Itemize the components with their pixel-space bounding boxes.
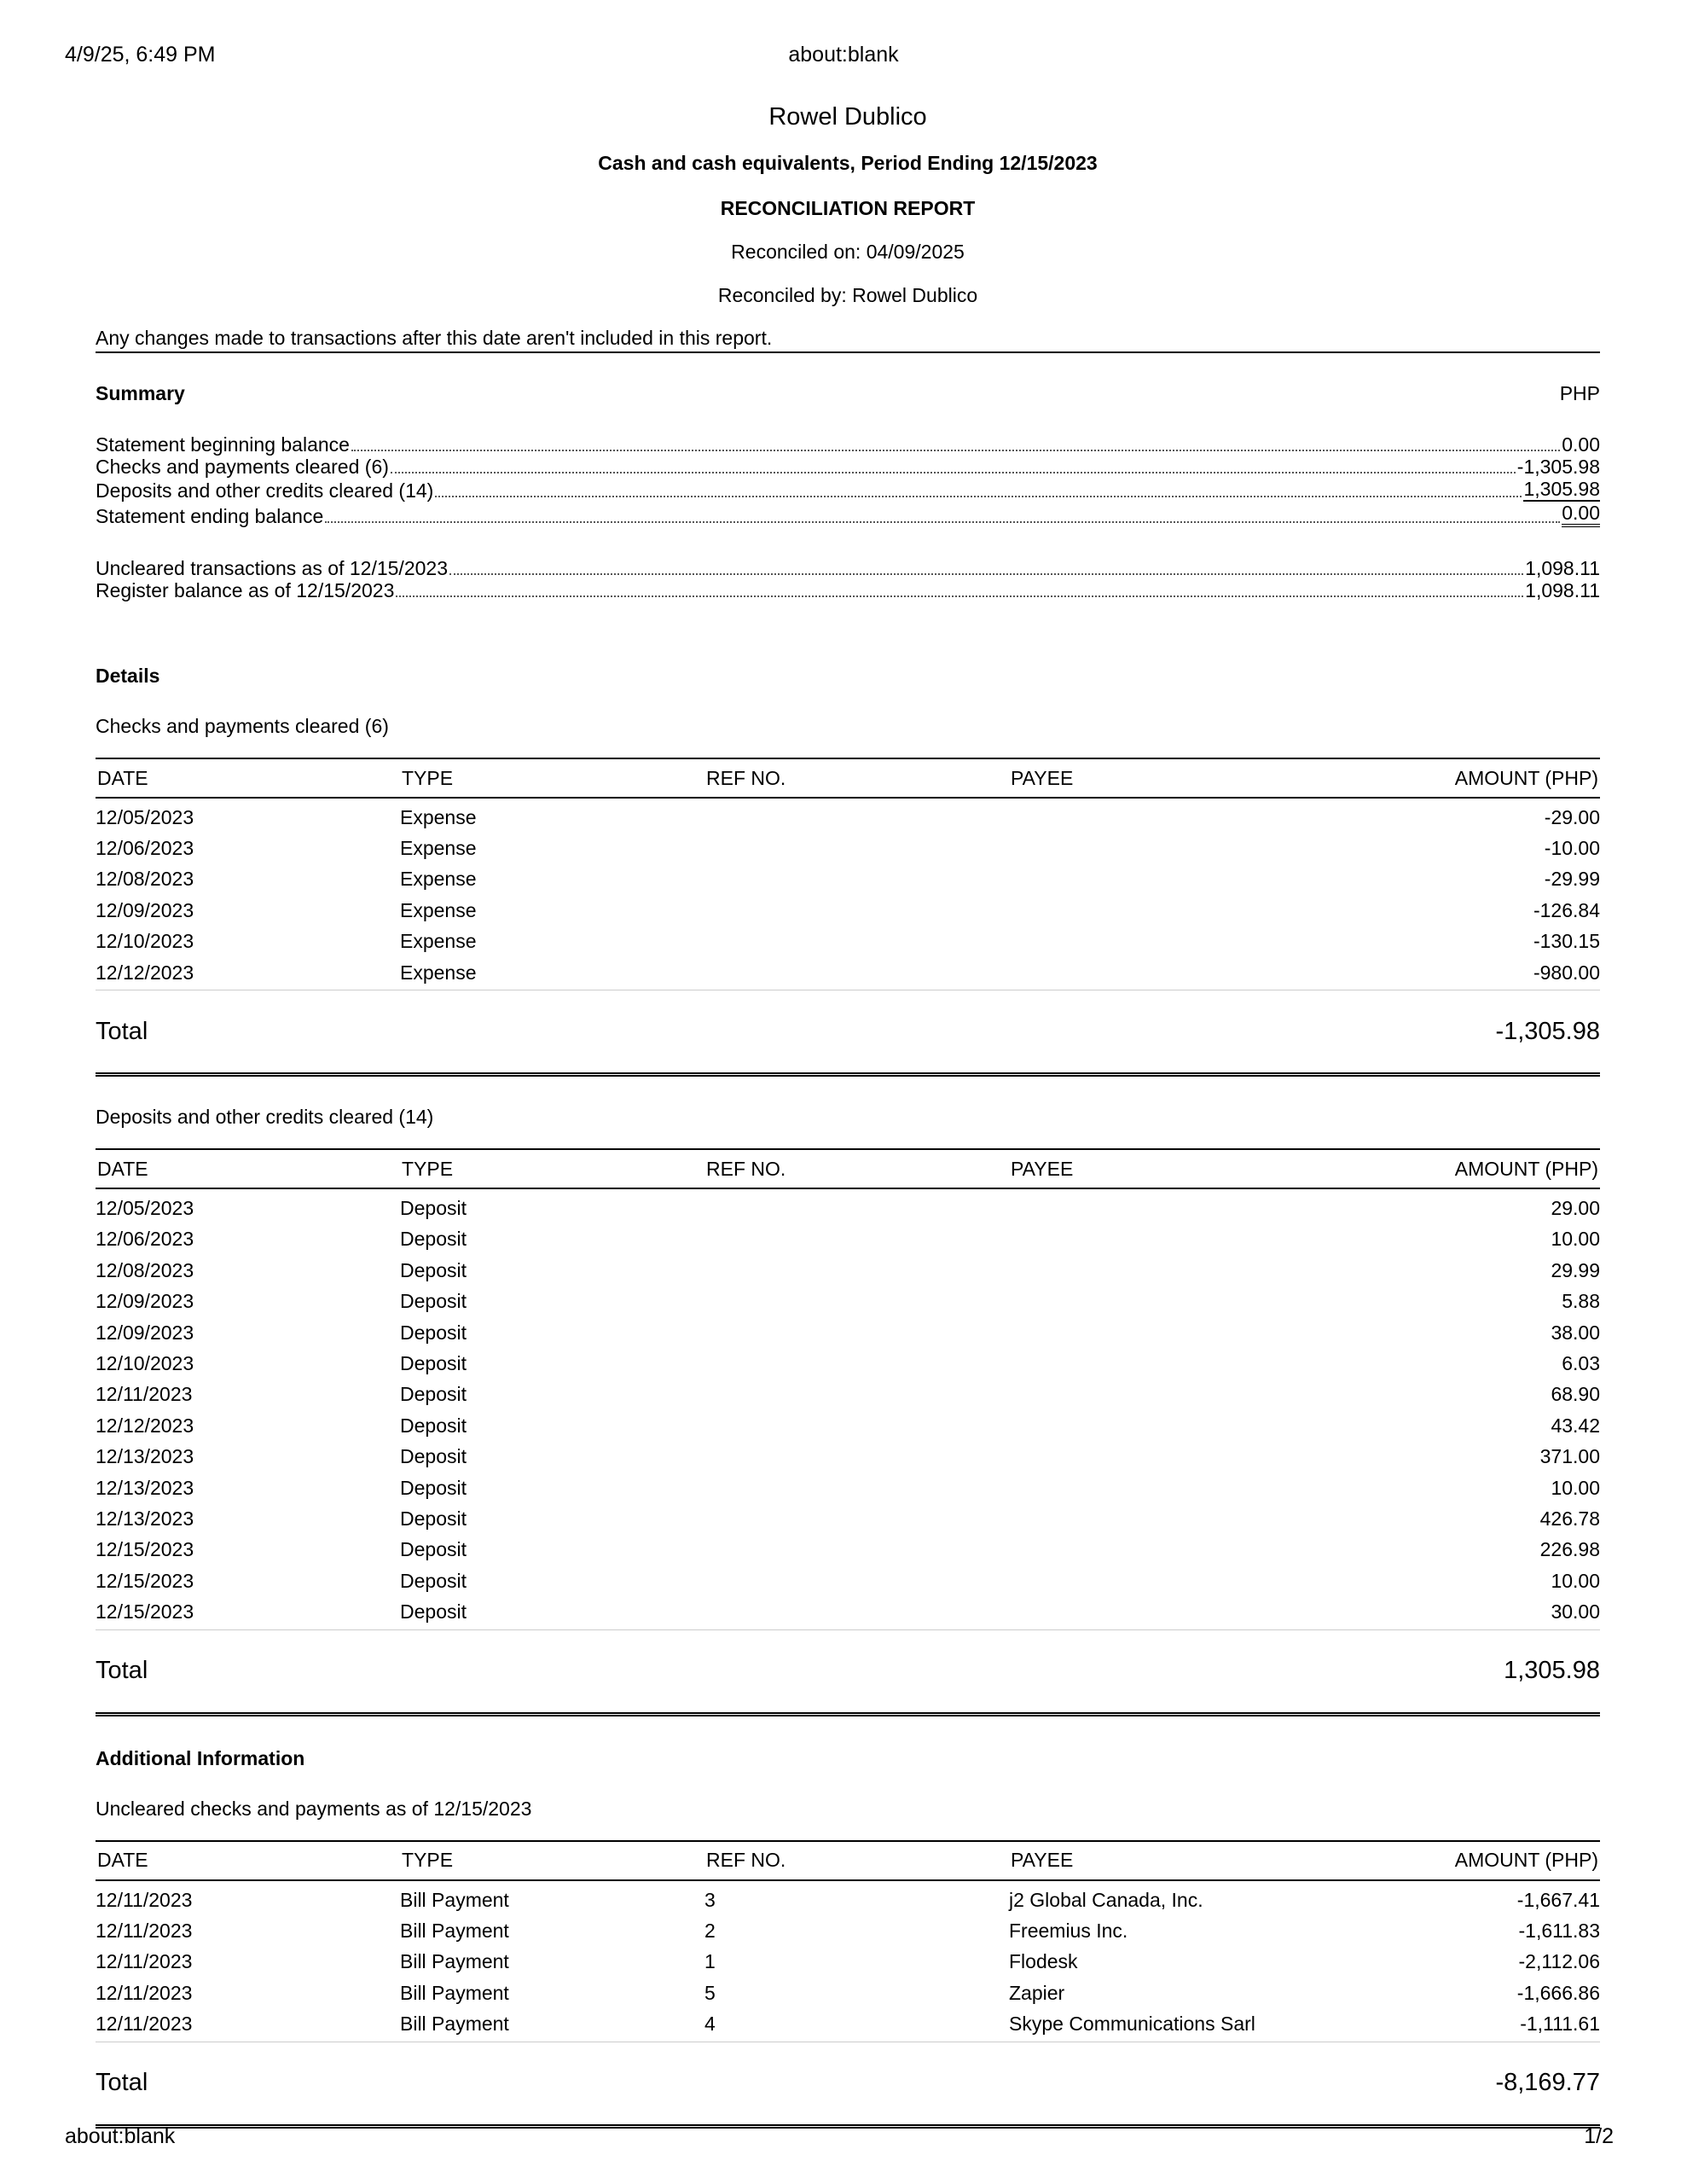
checks-table bbox=[96, 758, 1600, 988]
cell-payee bbox=[1009, 798, 1313, 833]
cell-type: Deposit bbox=[400, 1290, 467, 1313]
cell-payee bbox=[1009, 1596, 1313, 1627]
cell-type: Deposit bbox=[400, 1569, 467, 1592]
cell-ref bbox=[704, 1380, 1009, 1410]
cell-payee bbox=[1009, 1255, 1313, 1286]
cell-payee bbox=[1009, 1287, 1313, 1317]
col-date: DATE bbox=[96, 758, 400, 798]
col-ref: REF NO. bbox=[704, 1149, 1009, 1188]
cell-amount: -980.00 bbox=[1533, 961, 1600, 984]
cell-ref bbox=[704, 1255, 1009, 1286]
uncleared-table bbox=[96, 1840, 1600, 2040]
table-row bbox=[96, 1380, 1600, 1410]
table-row bbox=[96, 2008, 1600, 2039]
table-row bbox=[96, 798, 1600, 833]
table-row bbox=[96, 926, 1600, 957]
checks-total-row bbox=[96, 990, 1600, 1077]
summary-row bbox=[96, 579, 1600, 601]
cell-payee bbox=[1009, 1472, 1313, 1503]
table-row bbox=[96, 1947, 1600, 1978]
cell-type: Expense bbox=[400, 898, 477, 921]
cell-date: 12/09/2023 bbox=[96, 898, 194, 921]
cell-payee bbox=[1009, 1503, 1313, 1534]
summary-row-value: 0.00 bbox=[1562, 433, 1600, 456]
cell-amount: -126.84 bbox=[1533, 898, 1600, 921]
cell-payee bbox=[1009, 1410, 1313, 1441]
cell-ref: 1 bbox=[704, 1950, 716, 1973]
cell-type: Deposit bbox=[400, 1507, 467, 1530]
col-type: TYPE bbox=[400, 758, 704, 798]
summary-row bbox=[96, 433, 1600, 456]
cell-type: Expense bbox=[400, 805, 477, 828]
total-value: -8,169.77 bbox=[1495, 2069, 1600, 2097]
total-label: Total bbox=[96, 2069, 148, 2097]
cell-amount: -130.15 bbox=[1533, 930, 1600, 953]
cell-type: Bill Payment bbox=[400, 1950, 509, 1973]
summary-row-label: Statement beginning balance bbox=[96, 433, 350, 456]
cell-amount: -10.00 bbox=[1544, 837, 1600, 860]
cell-amount: -1,666.86 bbox=[1516, 1981, 1600, 2004]
summary-row-value: 1,098.11 bbox=[1525, 557, 1600, 579]
table-row bbox=[96, 864, 1600, 895]
cell-payee bbox=[1009, 1441, 1313, 1472]
cell-ref bbox=[704, 1224, 1009, 1255]
report-header bbox=[96, 99, 1600, 310]
cell-amount: 10.00 bbox=[1551, 1228, 1600, 1251]
col-payee: PAYEE bbox=[1009, 1841, 1313, 1880]
table-row bbox=[96, 1880, 1600, 1915]
cell-date: 12/11/2023 bbox=[96, 2013, 193, 2036]
total-value: 1,305.98 bbox=[1504, 1657, 1600, 1685]
col-payee: PAYEE bbox=[1009, 758, 1313, 798]
cell-type: Bill Payment bbox=[400, 1919, 509, 1942]
page-number: 1/2 bbox=[1584, 2124, 1614, 2148]
cell-payee: Flodesk bbox=[1009, 1950, 1078, 1973]
table-row bbox=[96, 1565, 1600, 1596]
table-row bbox=[96, 1472, 1600, 1503]
summary-row-label: Checks and payments cleared (6) bbox=[96, 456, 389, 478]
cell-payee bbox=[1009, 895, 1313, 926]
cell-ref bbox=[704, 864, 1009, 895]
total-value: -1,305.98 bbox=[1495, 1017, 1600, 1045]
cell-amount: -1,611.83 bbox=[1518, 1919, 1600, 1942]
summary-row bbox=[96, 557, 1600, 579]
summary-label: Summary bbox=[96, 382, 185, 404]
cell-amount: 10.00 bbox=[1551, 1476, 1600, 1499]
summary-row-value: -1,305.98 bbox=[1516, 456, 1600, 478]
cell-ref bbox=[704, 798, 1009, 833]
cell-type: Bill Payment bbox=[400, 1888, 509, 1911]
cell-date: 12/10/2023 bbox=[96, 1351, 194, 1374]
cell-type: Deposit bbox=[400, 1351, 467, 1374]
col-type: TYPE bbox=[400, 1841, 704, 1880]
cell-type: Deposit bbox=[400, 1600, 467, 1623]
cell-date: 12/11/2023 bbox=[96, 1919, 193, 1942]
cell-date: 12/13/2023 bbox=[96, 1476, 194, 1499]
cell-ref bbox=[704, 833, 1009, 863]
table-row bbox=[96, 1224, 1600, 1255]
checks-section-title: Checks and payments cleared (6) bbox=[96, 715, 389, 737]
table-row bbox=[96, 1317, 1600, 1348]
summary-row bbox=[96, 502, 1600, 527]
cell-date: 12/11/2023 bbox=[96, 1383, 193, 1406]
cell-amount: 426.78 bbox=[1539, 1507, 1600, 1530]
cell-amount: 68.90 bbox=[1551, 1383, 1600, 1406]
cell-amount: 29.99 bbox=[1551, 1258, 1600, 1281]
cell-ref bbox=[704, 1188, 1009, 1223]
summary-header bbox=[96, 379, 1600, 408]
summary-row-value: 1,305.98 bbox=[1523, 478, 1600, 500]
cell-payee bbox=[1009, 1317, 1313, 1348]
company-name: Rowel Dublico bbox=[768, 103, 927, 131]
cell-amount: 10.00 bbox=[1551, 1569, 1600, 1592]
cell-payee bbox=[1009, 833, 1313, 863]
cell-date: 12/11/2023 bbox=[96, 1950, 193, 1973]
cell-payee bbox=[1009, 1224, 1313, 1255]
col-ref: REF NO. bbox=[704, 1841, 1009, 1880]
cell-date: 12/11/2023 bbox=[96, 1981, 193, 2004]
table-row bbox=[96, 833, 1600, 863]
reconciled-on: Reconciled on: 04/09/2025 bbox=[731, 241, 965, 263]
table-row bbox=[96, 1441, 1600, 1472]
cell-amount: 226.98 bbox=[1539, 1538, 1600, 1561]
table-row bbox=[96, 1596, 1600, 1627]
cell-payee bbox=[1009, 1348, 1313, 1379]
cell-type: Expense bbox=[400, 868, 477, 891]
cell-payee: Zapier bbox=[1009, 1981, 1065, 2004]
summary-row-label: Uncleared transactions as of 12/15/2023 bbox=[96, 557, 448, 579]
uncleared-section-title: Uncleared checks and payments as of 12/15/2023 bbox=[96, 1797, 532, 1820]
cell-date: 12/05/2023 bbox=[96, 805, 194, 828]
cell-ref bbox=[704, 1535, 1009, 1565]
cell-date: 12/15/2023 bbox=[96, 1538, 194, 1561]
print-header bbox=[65, 43, 1622, 72]
cell-date: 12/09/2023 bbox=[96, 1290, 194, 1313]
col-payee: PAYEE bbox=[1009, 1149, 1313, 1188]
table-row bbox=[96, 1503, 1600, 1534]
summary-row-label: Register balance as of 12/15/2023 bbox=[96, 579, 395, 601]
total-label: Total bbox=[96, 1657, 148, 1685]
cell-date: 12/05/2023 bbox=[96, 1197, 194, 1220]
col-type: TYPE bbox=[400, 1149, 704, 1188]
total-label: Total bbox=[96, 1017, 148, 1045]
cell-date: 12/09/2023 bbox=[96, 1321, 194, 1344]
cell-ref bbox=[704, 1410, 1009, 1441]
col-amount: AMOUNT (PHP) bbox=[1313, 1149, 1600, 1188]
cell-ref bbox=[704, 1596, 1009, 1627]
table-row bbox=[96, 1287, 1600, 1317]
cell-amount: -29.99 bbox=[1544, 868, 1600, 891]
cell-type: Expense bbox=[400, 961, 477, 984]
cell-type: Expense bbox=[400, 930, 477, 953]
cell-ref bbox=[704, 1317, 1009, 1348]
footer-url: about:blank bbox=[65, 2124, 176, 2148]
cell-payee bbox=[1009, 957, 1313, 988]
cell-date: 12/13/2023 bbox=[96, 1445, 194, 1468]
cell-payee bbox=[1009, 1565, 1313, 1596]
cell-ref: 3 bbox=[704, 1888, 716, 1911]
report-name: RECONCILIATION REPORT bbox=[720, 197, 976, 219]
cell-type: Deposit bbox=[400, 1258, 467, 1281]
cell-ref bbox=[704, 957, 1009, 988]
cell-ref bbox=[704, 926, 1009, 957]
cell-payee bbox=[1009, 864, 1313, 895]
additional-label: Additional Information bbox=[96, 1746, 305, 1769]
cell-date: 12/06/2023 bbox=[96, 1228, 194, 1251]
cell-type: Deposit bbox=[400, 1228, 467, 1251]
cell-type: Deposit bbox=[400, 1476, 467, 1499]
cell-type: Bill Payment bbox=[400, 2013, 509, 2036]
summary-currency: PHP bbox=[1559, 382, 1600, 404]
cell-amount: 30.00 bbox=[1551, 1600, 1600, 1623]
cell-ref bbox=[704, 1441, 1009, 1472]
cell-date: 12/15/2023 bbox=[96, 1569, 194, 1592]
cell-amount: 38.00 bbox=[1551, 1321, 1600, 1344]
cell-payee: Skype Communications Sarl bbox=[1009, 2013, 1255, 2036]
table-row bbox=[96, 1535, 1600, 1565]
cell-ref bbox=[704, 1348, 1009, 1379]
summary-list bbox=[96, 433, 1600, 601]
uncleared-total-row bbox=[96, 2042, 1600, 2129]
reconciled-by: Reconciled by: Rowel Dublico bbox=[717, 284, 978, 306]
cell-ref bbox=[704, 1472, 1009, 1503]
report-title: Cash and cash equivalents, Period Ending 12/15/2023 bbox=[598, 152, 1098, 174]
cell-date: 12/11/2023 bbox=[96, 1888, 193, 1911]
cell-date: 12/08/2023 bbox=[96, 868, 194, 891]
cell-ref: 2 bbox=[704, 1919, 716, 1942]
cell-ref bbox=[704, 1287, 1009, 1317]
table-row bbox=[96, 1188, 1600, 1223]
cell-date: 12/13/2023 bbox=[96, 1507, 194, 1530]
deposits-section-title: Deposits and other credits cleared (14) bbox=[96, 1106, 434, 1129]
col-date: DATE bbox=[96, 1149, 400, 1188]
cell-amount: -1,111.61 bbox=[1520, 2013, 1600, 2036]
table-row bbox=[96, 1348, 1600, 1379]
cell-amount: -29.00 bbox=[1544, 805, 1600, 828]
table-row bbox=[96, 895, 1600, 926]
summary-row bbox=[96, 456, 1600, 478]
cell-type: Deposit bbox=[400, 1383, 467, 1406]
cell-amount: 5.88 bbox=[1562, 1290, 1600, 1313]
cell-amount: 371.00 bbox=[1539, 1445, 1600, 1468]
cell-amount: -2,112.06 bbox=[1518, 1950, 1600, 1973]
cell-date: 12/12/2023 bbox=[96, 961, 194, 984]
cell-type: Deposit bbox=[400, 1445, 467, 1468]
table-row bbox=[96, 1915, 1600, 1946]
cell-date: 12/10/2023 bbox=[96, 930, 194, 953]
cell-type: Deposit bbox=[400, 1197, 467, 1220]
cell-type: Deposit bbox=[400, 1321, 467, 1344]
cell-type: Expense bbox=[400, 837, 477, 860]
cell-payee: j2 Global Canada, Inc. bbox=[1009, 1888, 1203, 1911]
cell-amount: 43.42 bbox=[1551, 1414, 1600, 1437]
cell-payee bbox=[1009, 1535, 1313, 1565]
table-row bbox=[96, 1410, 1600, 1441]
col-ref: REF NO. bbox=[704, 758, 1009, 798]
deposits-table bbox=[96, 1148, 1600, 1627]
report-notice: Any changes made to transactions after this date aren't included in this report. bbox=[96, 324, 1600, 353]
cell-type: Bill Payment bbox=[400, 1981, 509, 2004]
cell-ref bbox=[704, 1503, 1009, 1534]
summary-row bbox=[96, 478, 1600, 502]
col-amount: AMOUNT (PHP) bbox=[1313, 758, 1600, 798]
report-body bbox=[96, 96, 1600, 2129]
cell-type: Deposit bbox=[400, 1538, 467, 1561]
cell-payee: Freemius Inc. bbox=[1009, 1919, 1128, 1942]
cell-payee bbox=[1009, 1380, 1313, 1410]
col-amount: AMOUNT (PHP) bbox=[1313, 1841, 1600, 1880]
cell-ref bbox=[704, 895, 1009, 926]
summary-row-value: 1,098.11 bbox=[1525, 579, 1600, 601]
table-row bbox=[96, 957, 1600, 988]
cell-date: 12/15/2023 bbox=[96, 1600, 194, 1623]
cell-date: 12/06/2023 bbox=[96, 837, 194, 860]
col-date: DATE bbox=[96, 1841, 400, 1880]
summary-row-label: Deposits and other credits cleared (14) bbox=[96, 479, 434, 502]
cell-payee bbox=[1009, 926, 1313, 957]
cell-type: Deposit bbox=[400, 1414, 467, 1437]
print-timestamp: 4/9/25, 6:49 PM bbox=[65, 43, 216, 67]
table-row bbox=[96, 1255, 1600, 1286]
details-label: Details bbox=[96, 665, 160, 687]
print-url: about:blank bbox=[788, 43, 899, 67]
cell-amount: -1,667.41 bbox=[1516, 1888, 1600, 1911]
cell-payee bbox=[1009, 1188, 1313, 1223]
cell-date: 12/08/2023 bbox=[96, 1258, 194, 1281]
cell-ref: 4 bbox=[704, 2013, 716, 2036]
cell-amount: 29.00 bbox=[1551, 1197, 1600, 1220]
table-row bbox=[96, 1978, 1600, 2008]
cell-amount: 6.03 bbox=[1562, 1351, 1600, 1374]
cell-ref bbox=[704, 1565, 1009, 1596]
deposits-total-row bbox=[96, 1629, 1600, 1716]
summary-row-label: Statement ending balance bbox=[96, 505, 324, 527]
summary-row-value: 0.00 bbox=[1562, 502, 1600, 527]
cell-date: 12/12/2023 bbox=[96, 1414, 194, 1437]
cell-ref: 5 bbox=[704, 1981, 716, 2004]
